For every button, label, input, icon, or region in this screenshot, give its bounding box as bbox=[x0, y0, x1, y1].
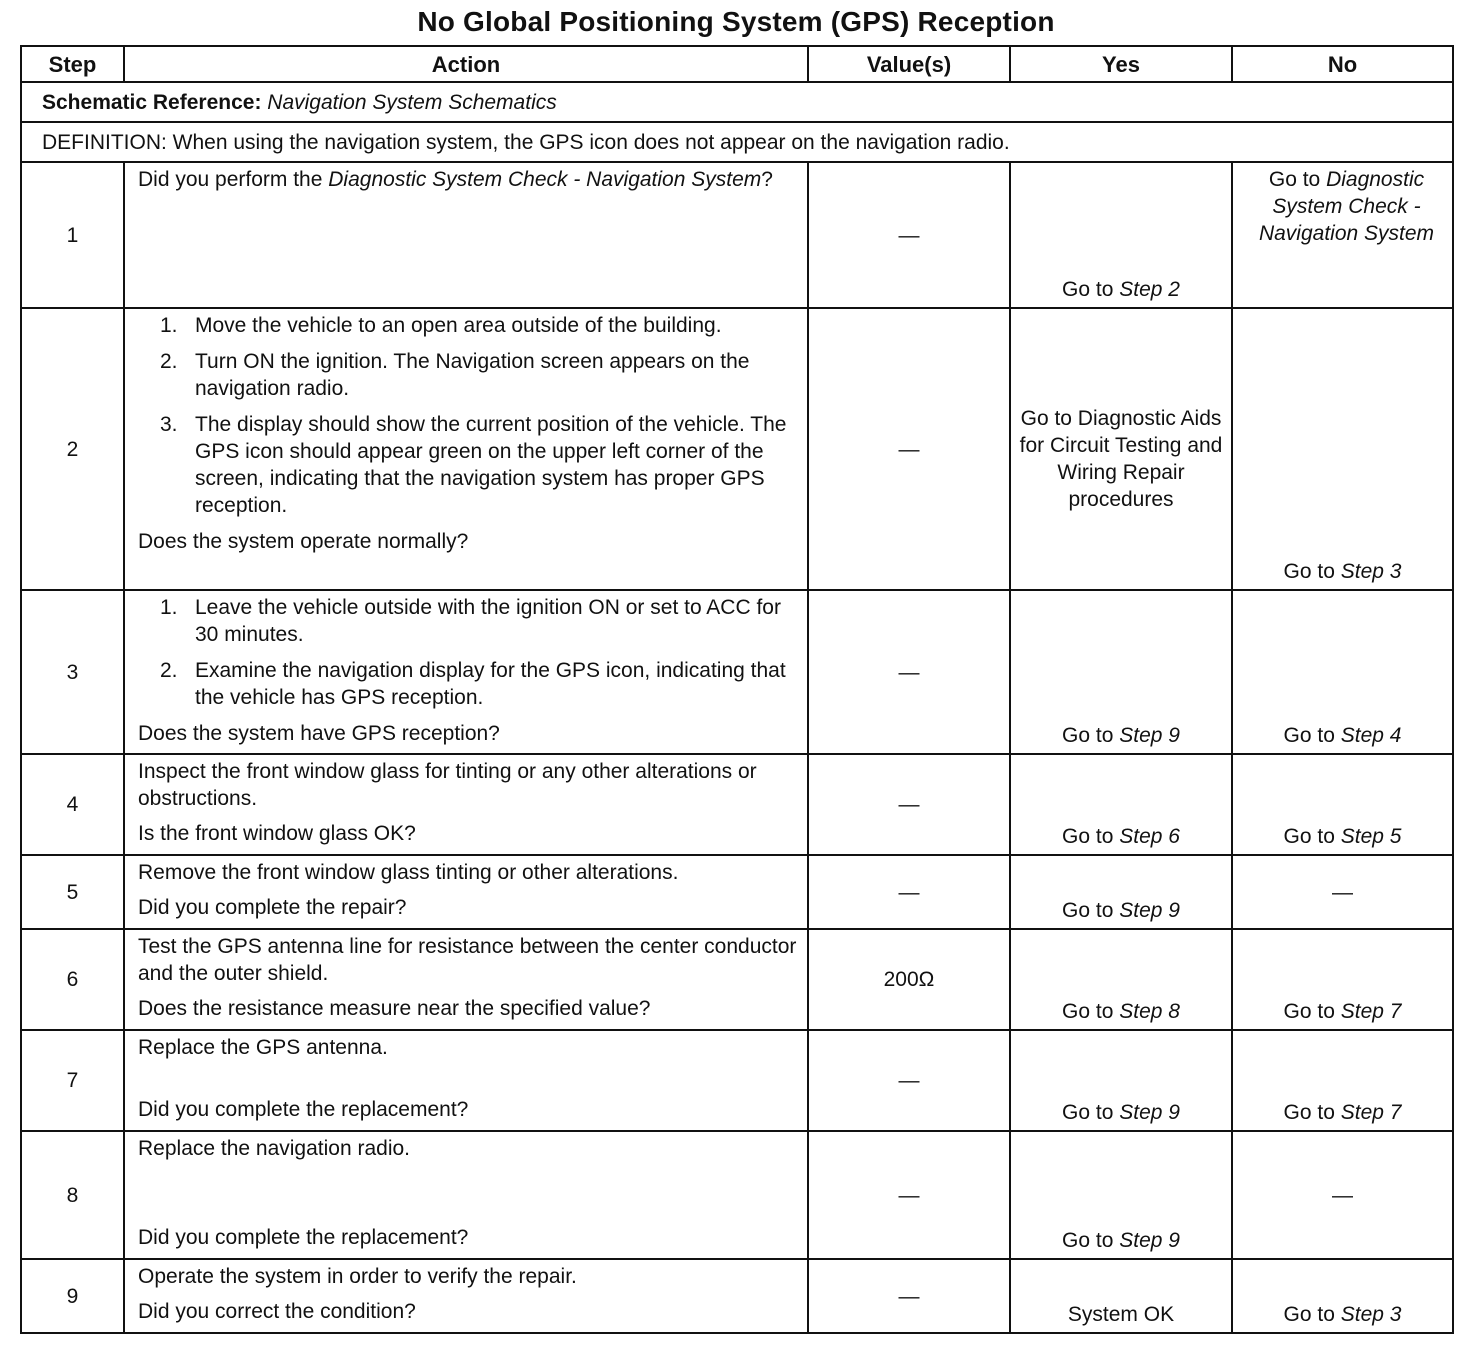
action-question: Does the system operate normally? bbox=[138, 530, 469, 553]
no-cell bbox=[1232, 1259, 1453, 1333]
yes-cell bbox=[1010, 754, 1232, 855]
go-to-text: Go to bbox=[1283, 825, 1335, 848]
list-item-text: Turn ON the ignition. The Navigation screen appears on the navigation radio. bbox=[195, 350, 750, 400]
go-to-text: Go to bbox=[1062, 1000, 1114, 1023]
schematic-link[interactable]: Navigation System Schematics bbox=[267, 90, 557, 114]
go-to-text: Go to bbox=[1283, 1101, 1335, 1124]
action-question: Is the front window glass OK? bbox=[138, 822, 416, 845]
list-item: 2. Examine the navigation display for the GPS icon, indicating that the vehicle has GPS reception. bbox=[160, 659, 786, 709]
no-link[interactable]: Step 7 bbox=[1340, 1000, 1402, 1023]
action-question: Did you complete the repair? bbox=[138, 896, 407, 919]
list-item-text: The display should show the current position of the vehicle. The GPS icon should appear green on the upper left corner of the screen, indicating that the navigation system has proper GPS reception. bbox=[195, 413, 787, 517]
value-cell: — bbox=[808, 1030, 1010, 1131]
yes-text: System OK bbox=[1067, 1303, 1175, 1326]
no-cell bbox=[1232, 590, 1453, 754]
go-to-text: Go to bbox=[1062, 825, 1114, 848]
yes-cell bbox=[1010, 1131, 1232, 1259]
go-to-text: Go to bbox=[1062, 724, 1114, 747]
action-cell bbox=[124, 1259, 808, 1333]
action-cell bbox=[124, 855, 808, 929]
action-cell bbox=[124, 308, 808, 590]
yes-link[interactable]: Step 9 bbox=[1119, 899, 1180, 922]
table-row bbox=[21, 590, 1453, 754]
yes-cell bbox=[1010, 1030, 1232, 1131]
header-action: Action bbox=[124, 46, 808, 82]
table-row bbox=[21, 855, 1453, 929]
step-number: 1 bbox=[21, 162, 124, 308]
go-to-text: Go to bbox=[1283, 724, 1335, 747]
value-cell: — bbox=[808, 1259, 1010, 1333]
yes-link[interactable]: Step 9 bbox=[1119, 724, 1180, 747]
value-cell: — bbox=[808, 308, 1010, 590]
step-number: 7 bbox=[21, 1030, 124, 1131]
step-number: 5 bbox=[21, 855, 124, 929]
step-number: 8 bbox=[21, 1131, 124, 1259]
value-cell: — bbox=[808, 1131, 1010, 1259]
yes-link[interactable]: Step 9 bbox=[1119, 1101, 1180, 1124]
table-row bbox=[21, 162, 1453, 308]
action-question: Did you complete the replacement? bbox=[138, 1098, 469, 1121]
list-item-text: Examine the navigation display for the GPS icon, indicating that the vehicle has GPS reception. bbox=[195, 659, 786, 709]
list-item-text: Leave the vehicle outside with the ignition ON or set to ACC for 30 minutes. bbox=[195, 596, 781, 646]
list-item: 3. The display should show the current position of the vehicle. The GPS icon should appear green on the upper left corner of the screen, indicating that the navigation system has proper GPS reception. bbox=[160, 413, 787, 517]
action-question: Did you complete the replacement? bbox=[138, 1226, 469, 1249]
definition-row bbox=[21, 122, 1453, 162]
action-list bbox=[138, 594, 797, 711]
value-cell: — bbox=[808, 590, 1010, 754]
value-cell: — bbox=[808, 754, 1010, 855]
go-to-text: Go to bbox=[1062, 899, 1114, 922]
no-cell: — bbox=[1232, 855, 1453, 929]
action-text: Replace the GPS antenna. bbox=[138, 1036, 388, 1059]
header-row bbox=[21, 46, 1453, 82]
yes-cell bbox=[1010, 1259, 1232, 1333]
action-link[interactable]: Diagnostic System Check - Navigation System bbox=[328, 168, 762, 191]
no-link[interactable]: Step 4 bbox=[1340, 724, 1402, 747]
table-row bbox=[21, 308, 1453, 590]
no-cell bbox=[1232, 162, 1453, 308]
yes-cell bbox=[1010, 308, 1232, 590]
yes-link[interactable]: Step 8 bbox=[1119, 1000, 1180, 1023]
yes-cell bbox=[1010, 855, 1232, 929]
schematic-row bbox=[21, 82, 1453, 122]
no-link[interactable]: Step 3 bbox=[1340, 1303, 1402, 1326]
action-text: Replace the navigation radio. bbox=[138, 1137, 411, 1160]
table-row bbox=[21, 1131, 1453, 1259]
action-cell bbox=[124, 1030, 808, 1131]
action-cell bbox=[124, 590, 808, 754]
header-values: Value(s) bbox=[808, 46, 1010, 82]
go-to-text: Go to bbox=[1062, 1229, 1114, 1252]
go-to-text: Go to bbox=[1283, 560, 1335, 583]
yes-cell bbox=[1010, 590, 1232, 754]
no-link[interactable]: Step 3 bbox=[1340, 560, 1402, 583]
table-row bbox=[21, 929, 1453, 1030]
value-cell: — bbox=[808, 162, 1010, 308]
list-item: 1. Leave the vehicle outside with the ignition ON or set to ACC for 30 minutes. bbox=[160, 596, 781, 646]
yes-link[interactable]: Step 2 bbox=[1119, 278, 1180, 301]
value-cell: — bbox=[808, 855, 1010, 929]
value-cell: 200Ω bbox=[808, 929, 1010, 1030]
step-number: 3 bbox=[21, 590, 124, 754]
header-yes: Yes bbox=[1010, 46, 1232, 82]
action-list bbox=[138, 312, 797, 519]
go-to-text: Go to bbox=[1268, 168, 1327, 191]
action-text: Operate the system in order to verify the repair. bbox=[138, 1265, 577, 1288]
yes-text[interactable]: Go to Diagnostic Aids for Circuit Testing and Wiring Repair procedures bbox=[1019, 407, 1223, 511]
yes-link[interactable]: Step 9 bbox=[1119, 1229, 1180, 1252]
action-text: Remove the front window glass tinting or other alterations. bbox=[138, 861, 679, 884]
action-text: ? bbox=[761, 168, 773, 191]
no-cell bbox=[1232, 308, 1453, 590]
action-cell bbox=[124, 754, 808, 855]
page-title: No Global Positioning System (GPS) Reception bbox=[417, 6, 1055, 37]
header-step: Step bbox=[21, 46, 124, 82]
schematic-reference bbox=[21, 82, 1453, 122]
list-item: 2. Turn ON the ignition. The Navigation screen appears on the navigation radio. bbox=[160, 350, 750, 400]
step-number: 4 bbox=[21, 754, 124, 855]
action-text: Test the GPS antenna line for resistance between the center conductor and the outer shield. bbox=[138, 935, 797, 985]
list-item: 1. Move the vehicle to an open area outside of the building. bbox=[160, 314, 722, 337]
action-question: Did you correct the condition? bbox=[138, 1300, 416, 1323]
table-row bbox=[21, 1259, 1453, 1333]
action-text: Did you perform the bbox=[138, 168, 329, 191]
step-number: 2 bbox=[21, 308, 124, 590]
table-row bbox=[21, 1030, 1453, 1131]
no-cell: — bbox=[1232, 1131, 1453, 1259]
step-number: 6 bbox=[21, 929, 124, 1030]
yes-link[interactable]: Step 6 bbox=[1119, 825, 1180, 848]
schematic-label: Schematic Reference: bbox=[42, 90, 262, 114]
table-row bbox=[21, 754, 1453, 855]
yes-cell bbox=[1010, 929, 1232, 1030]
list-item-text: Move the vehicle to an open area outside of the building. bbox=[195, 314, 722, 337]
go-to-text: Go to bbox=[1062, 278, 1114, 301]
action-cell bbox=[124, 929, 808, 1030]
no-link[interactable]: Diagnostic System Check - Navigation System bbox=[1258, 168, 1435, 245]
no-cell bbox=[1232, 754, 1453, 855]
yes-cell bbox=[1010, 162, 1232, 308]
step-number: 9 bbox=[21, 1259, 124, 1333]
go-to-text: Go to bbox=[1283, 1303, 1335, 1326]
go-to-text: Go to bbox=[1062, 1101, 1114, 1124]
definition-text: DEFINITION: When using the navigation system, the GPS icon does not appear on the navigation radio. bbox=[21, 122, 1453, 162]
action-question: Does the system have GPS reception? bbox=[138, 722, 500, 745]
action-cell bbox=[124, 162, 808, 308]
action-cell bbox=[124, 1131, 808, 1259]
action-question: Does the resistance measure near the specified value? bbox=[138, 997, 651, 1020]
go-to-text: Go to bbox=[1283, 1000, 1335, 1023]
diagnostic-table bbox=[20, 45, 1454, 1334]
action-text: Inspect the front window glass for tinting or any other alterations or obstructions. bbox=[138, 760, 757, 810]
no-cell bbox=[1232, 929, 1453, 1030]
header-no: No bbox=[1232, 46, 1453, 82]
no-link[interactable]: Step 5 bbox=[1340, 825, 1402, 848]
no-cell bbox=[1232, 1030, 1453, 1131]
no-link[interactable]: Step 7 bbox=[1340, 1101, 1402, 1124]
